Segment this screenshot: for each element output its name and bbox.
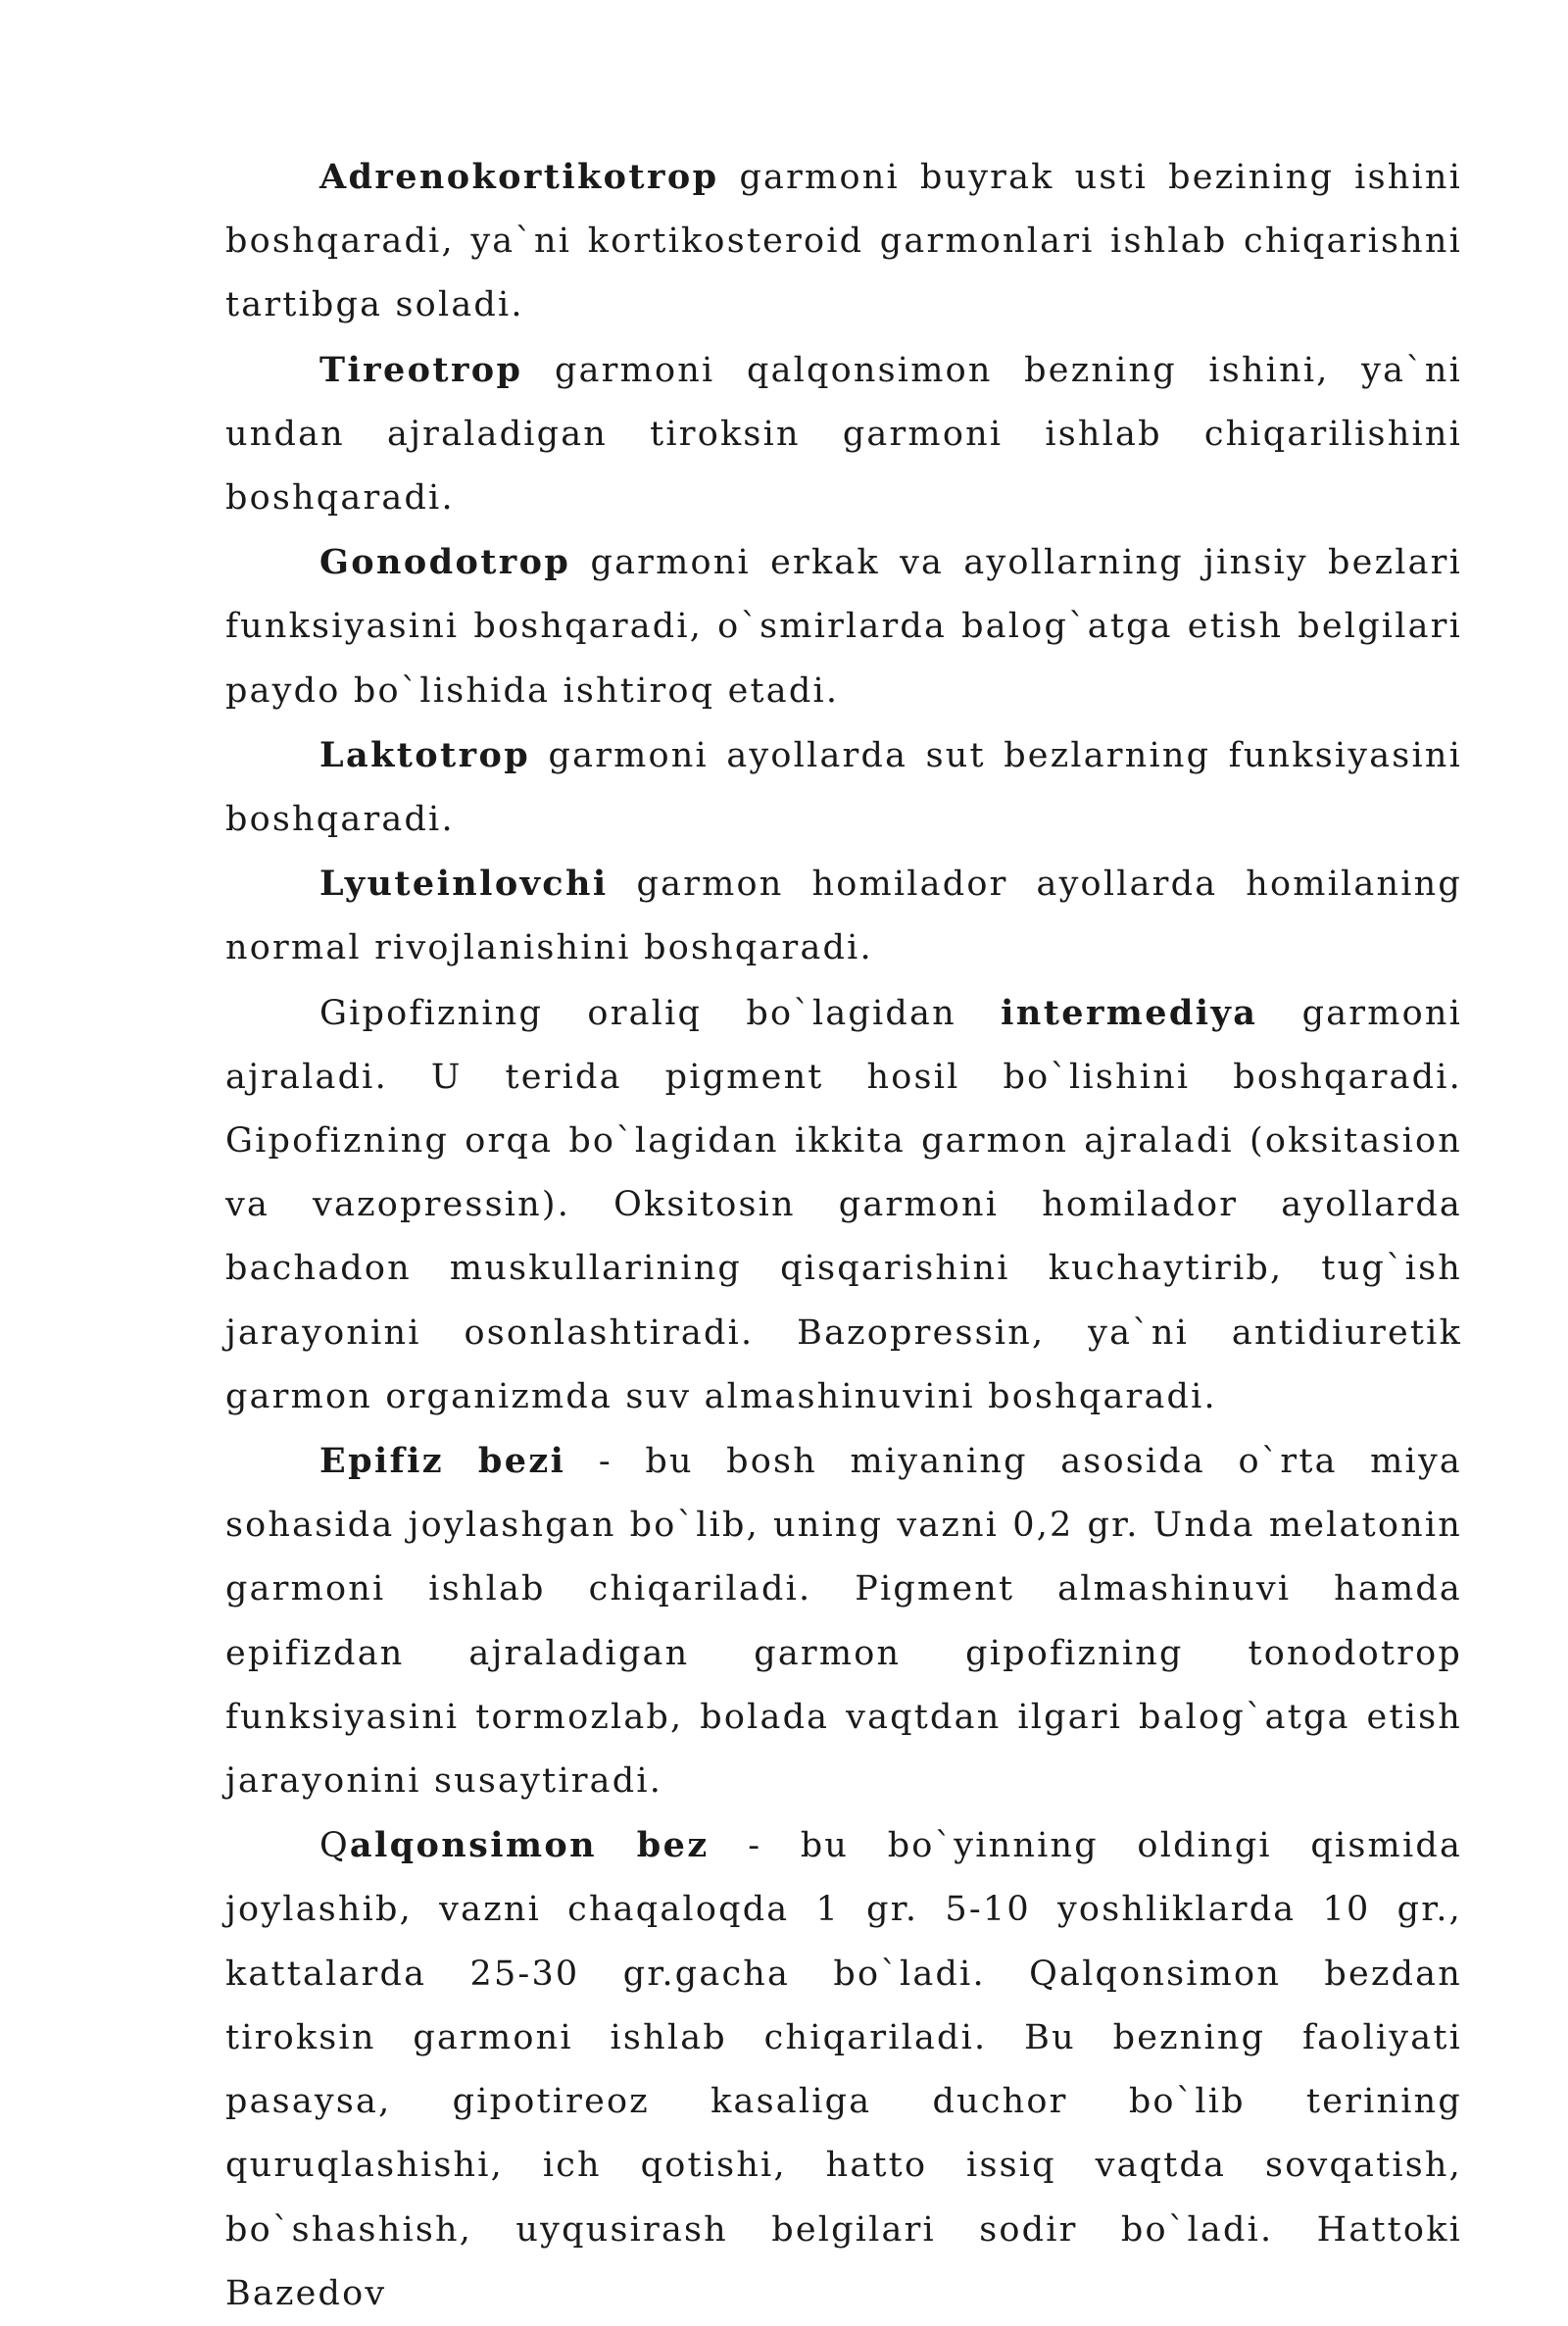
term-laktotrop: Laktotrop (319, 734, 531, 775)
paragraph-text: - bu bo`yinning oldingi qismida joylashib, vazni chaqaloqda 1 gr. 5-10 yoshliklarda 10 gr., kattalarda 25-30 gr.gacha bo`ladi. Qalqonsimon bezdan tiroksin garmoni ishlab chiqariladi. Bu bezning faoliyati pasaysa, gipotireoz kasaliga duchor bo`lib terining quruqlashishi, ich qotishi, hatto issiq vaqtda sovqatish, bo`shashish, uyqusirash belgilari sodir bo`ladi. Hattoki Bazedov (225, 1826, 1463, 2313)
paragraph-epifiz-bezi (225, 1429, 1462, 1813)
paragraph-lead: Gipofizning oraliq bo`lagidan (319, 993, 1002, 1033)
paragraph-tireotrop (225, 338, 1462, 531)
paragraph-qalqonsimon-bez (225, 1813, 1462, 2326)
paragraph-text: garmoni qalqonsimon bezning ishini, ya`ni undan ajraladigan tiroksin garmoni ishlab chiqarilishini boshqaradi. (225, 350, 1462, 519)
paragraph-text: garmoni ajraladi. U terida pigment hosil bo`lishini boshqaradi. Gipofizning orqa bo`lagidan ikkita garmon ajraladi (oksitasion va vazopressin). Oksitosin garmoni homilador ayollarda bachadon muskullarining qisqarishini kuchaytirib, tug`ish jarayonini osonlashtiradi. Bazopressin, ya`ni antidiuretik garmon organizmda suv almashinuvini boshqaradi. (225, 993, 1462, 1416)
paragraph-intermediya (225, 981, 1462, 1429)
paragraph-text: garmon homilador ayollarda homilaning normal rivojlanishini boshqaradi. (225, 865, 1462, 968)
term-adrenokortikotrop: Adrenokortikotrop (319, 157, 719, 197)
term-epifiz-bezi: Epifiz bezi (319, 1441, 566, 1482)
term-intermediya: intermediya (1001, 992, 1258, 1033)
paragraph-gonodotrop (225, 530, 1462, 723)
paragraph-adrenokortikotrop (225, 145, 1462, 338)
paragraph-text: garmoni erkak va ayollarning jinsiy bezlari funksiyasini boshqaradi, o`smirlarda balog`atga etish belgilari paydo bo`lishida ishtiroq etadi. (225, 543, 1462, 711)
term-qalqonsimon-bez: alqonsimon bez (349, 1825, 710, 1866)
paragraph-lead: Q (319, 1826, 350, 1866)
paragraph-laktotrop (225, 723, 1462, 852)
term-lyuteinlovchi: Lyuteinlovchi (319, 864, 609, 905)
paragraph-lyuteinlovchi (225, 852, 1462, 980)
document-body (225, 145, 1462, 2326)
term-gonodotrop: Gonodotrop (319, 542, 571, 583)
paragraph-text: - bu bosh miyaning asosida o`rta miya sohasida joylashgan bo`lib, uning vazni 0,2 gr. Unda melatonin garmoni ishlab chiqariladi. Pigment almashinuvi hamda epifizdan ajraladigan garmon gipofizning tonodotrop funksiyasini tormozlab, bolada vaqtdan ilgari balog`atga etish jarayonini susaytiradi. (225, 1442, 1462, 1802)
paragraph-text: garmoni buyrak usti bezining ishini boshqaradi, ya`ni kortikosteroid garmonlari ishlab chiqarishni tartibga soladi. (225, 158, 1462, 325)
paragraph-text: garmoni ayollarda sut bezlarning funksiyasini boshqaradi. (225, 735, 1462, 840)
term-tireotrop: Tireotrop (319, 349, 523, 390)
